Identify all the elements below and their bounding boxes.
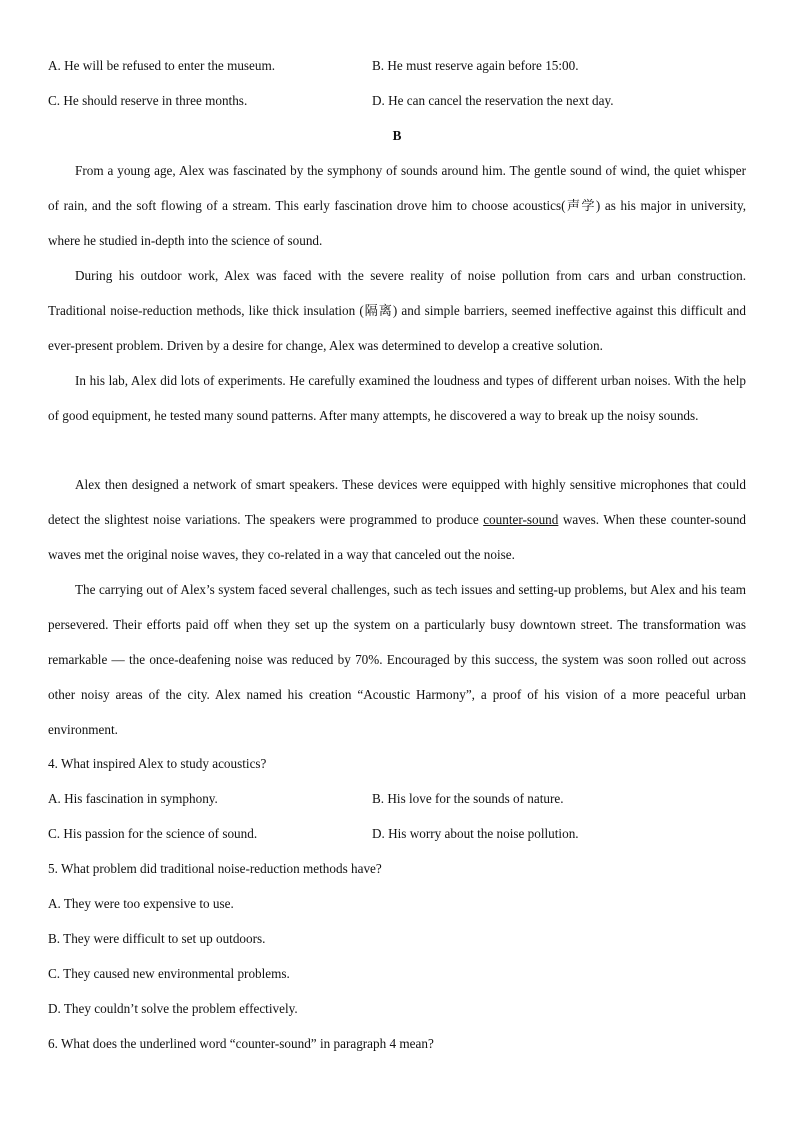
q3-option-b: B. He must reserve again before 15:00. [372, 58, 579, 73]
paragraph-2-text: During his outdoor work, Alex was faced with the severe reality of noise pollution from cars and urban construction. Traditional noise-reduction methods, like thick insulation (隔离) and simple barriers, seemed ineffective against this difficult and ever-present problem. Driven by a desire for change, Alex was determined to develop a creative solution. [48, 268, 746, 353]
paragraph-1-text: From a young age, Alex was fascinated by the symphony of sounds around him. The gentle sound of wind, the quiet whisper of rain, and the soft flowing of a stream. This early fascination drove him to choose acoustics(声学) as his major in university, where he studied in-depth into the science of sound. [48, 163, 746, 248]
q3-option-a: A. He will be refused to enter the museum. [48, 58, 276, 73]
q4-option-d: D. His worry about the noise pollution. [372, 826, 579, 841]
q4-option-b: B. His love for the sounds of nature. [372, 791, 564, 806]
q5-option-c: C. They caused new environmental problems. [48, 966, 290, 981]
underlined-word-counter-sound: counter-sound [483, 512, 559, 527]
q5-option-b: B. They were difficult to set up outdoors. [48, 931, 266, 946]
passage-paragraph-3 [48, 363, 746, 433]
q5-option-a: A. They were too expensive to use. [48, 896, 234, 911]
passage-paragraph-1 [48, 153, 746, 258]
q4-stem: 4. What inspired Alex to study acoustics? [48, 756, 267, 771]
paragraph-5-text: The carrying out of Alex’s system faced several challenges, such as tech issues and setting-up problems, but Alex and his team persevered. Their efforts paid off when they set up the system on a particularly busy downtown street. The transformation was remarkable — the once-deafening noise was reduced by 70%. Encouraged by this success, the system was soon rolled out across other noisy areas of the city. Alex named his creation “Acoustic Harmony”, a proof of his vision of a more peaceful urban environment. [48, 582, 746, 737]
q3-option-c: C. He should reserve in three months. [48, 93, 248, 108]
q4-option-a: A. His fascination in symphony. [48, 791, 218, 806]
q5-option-d: D. They couldn’t solve the problem effectively. [48, 1001, 298, 1016]
paragraph-3-text: In his lab, Alex did lots of experiments. He carefully examined the loudness and types of different urban noises. With the help of good equipment, he tested many sound patterns. After many attempts, he discovered a way to break up the noisy sounds. [48, 373, 746, 423]
q3-option-d: D. He can cancel the reservation the next day. [372, 93, 614, 108]
q5-stem: 5. What problem did traditional noise-reduction methods have? [48, 861, 382, 876]
section-heading: B [392, 128, 402, 143]
q4-option-c: C. His passion for the science of sound. [48, 826, 258, 841]
passage-paragraph-4 [48, 467, 746, 572]
paragraph-4-text-after: waves. When these counter-sound waves met the original noise waves, they co-related in a way that canceled out the noise. [48, 512, 747, 562]
passage-paragraph-2 [48, 258, 746, 363]
paragraph-4-text-before: Alex then designed a network of smart speakers. These devices were equipped with highly sensitive microphones that could detect the slightest noise variations. The speakers were programmed to produce [48, 477, 746, 527]
q6-stem: 6. What does the underlined word “counter-sound” in paragraph 4 mean? [48, 1036, 434, 1051]
passage-paragraph-5 [48, 572, 746, 747]
